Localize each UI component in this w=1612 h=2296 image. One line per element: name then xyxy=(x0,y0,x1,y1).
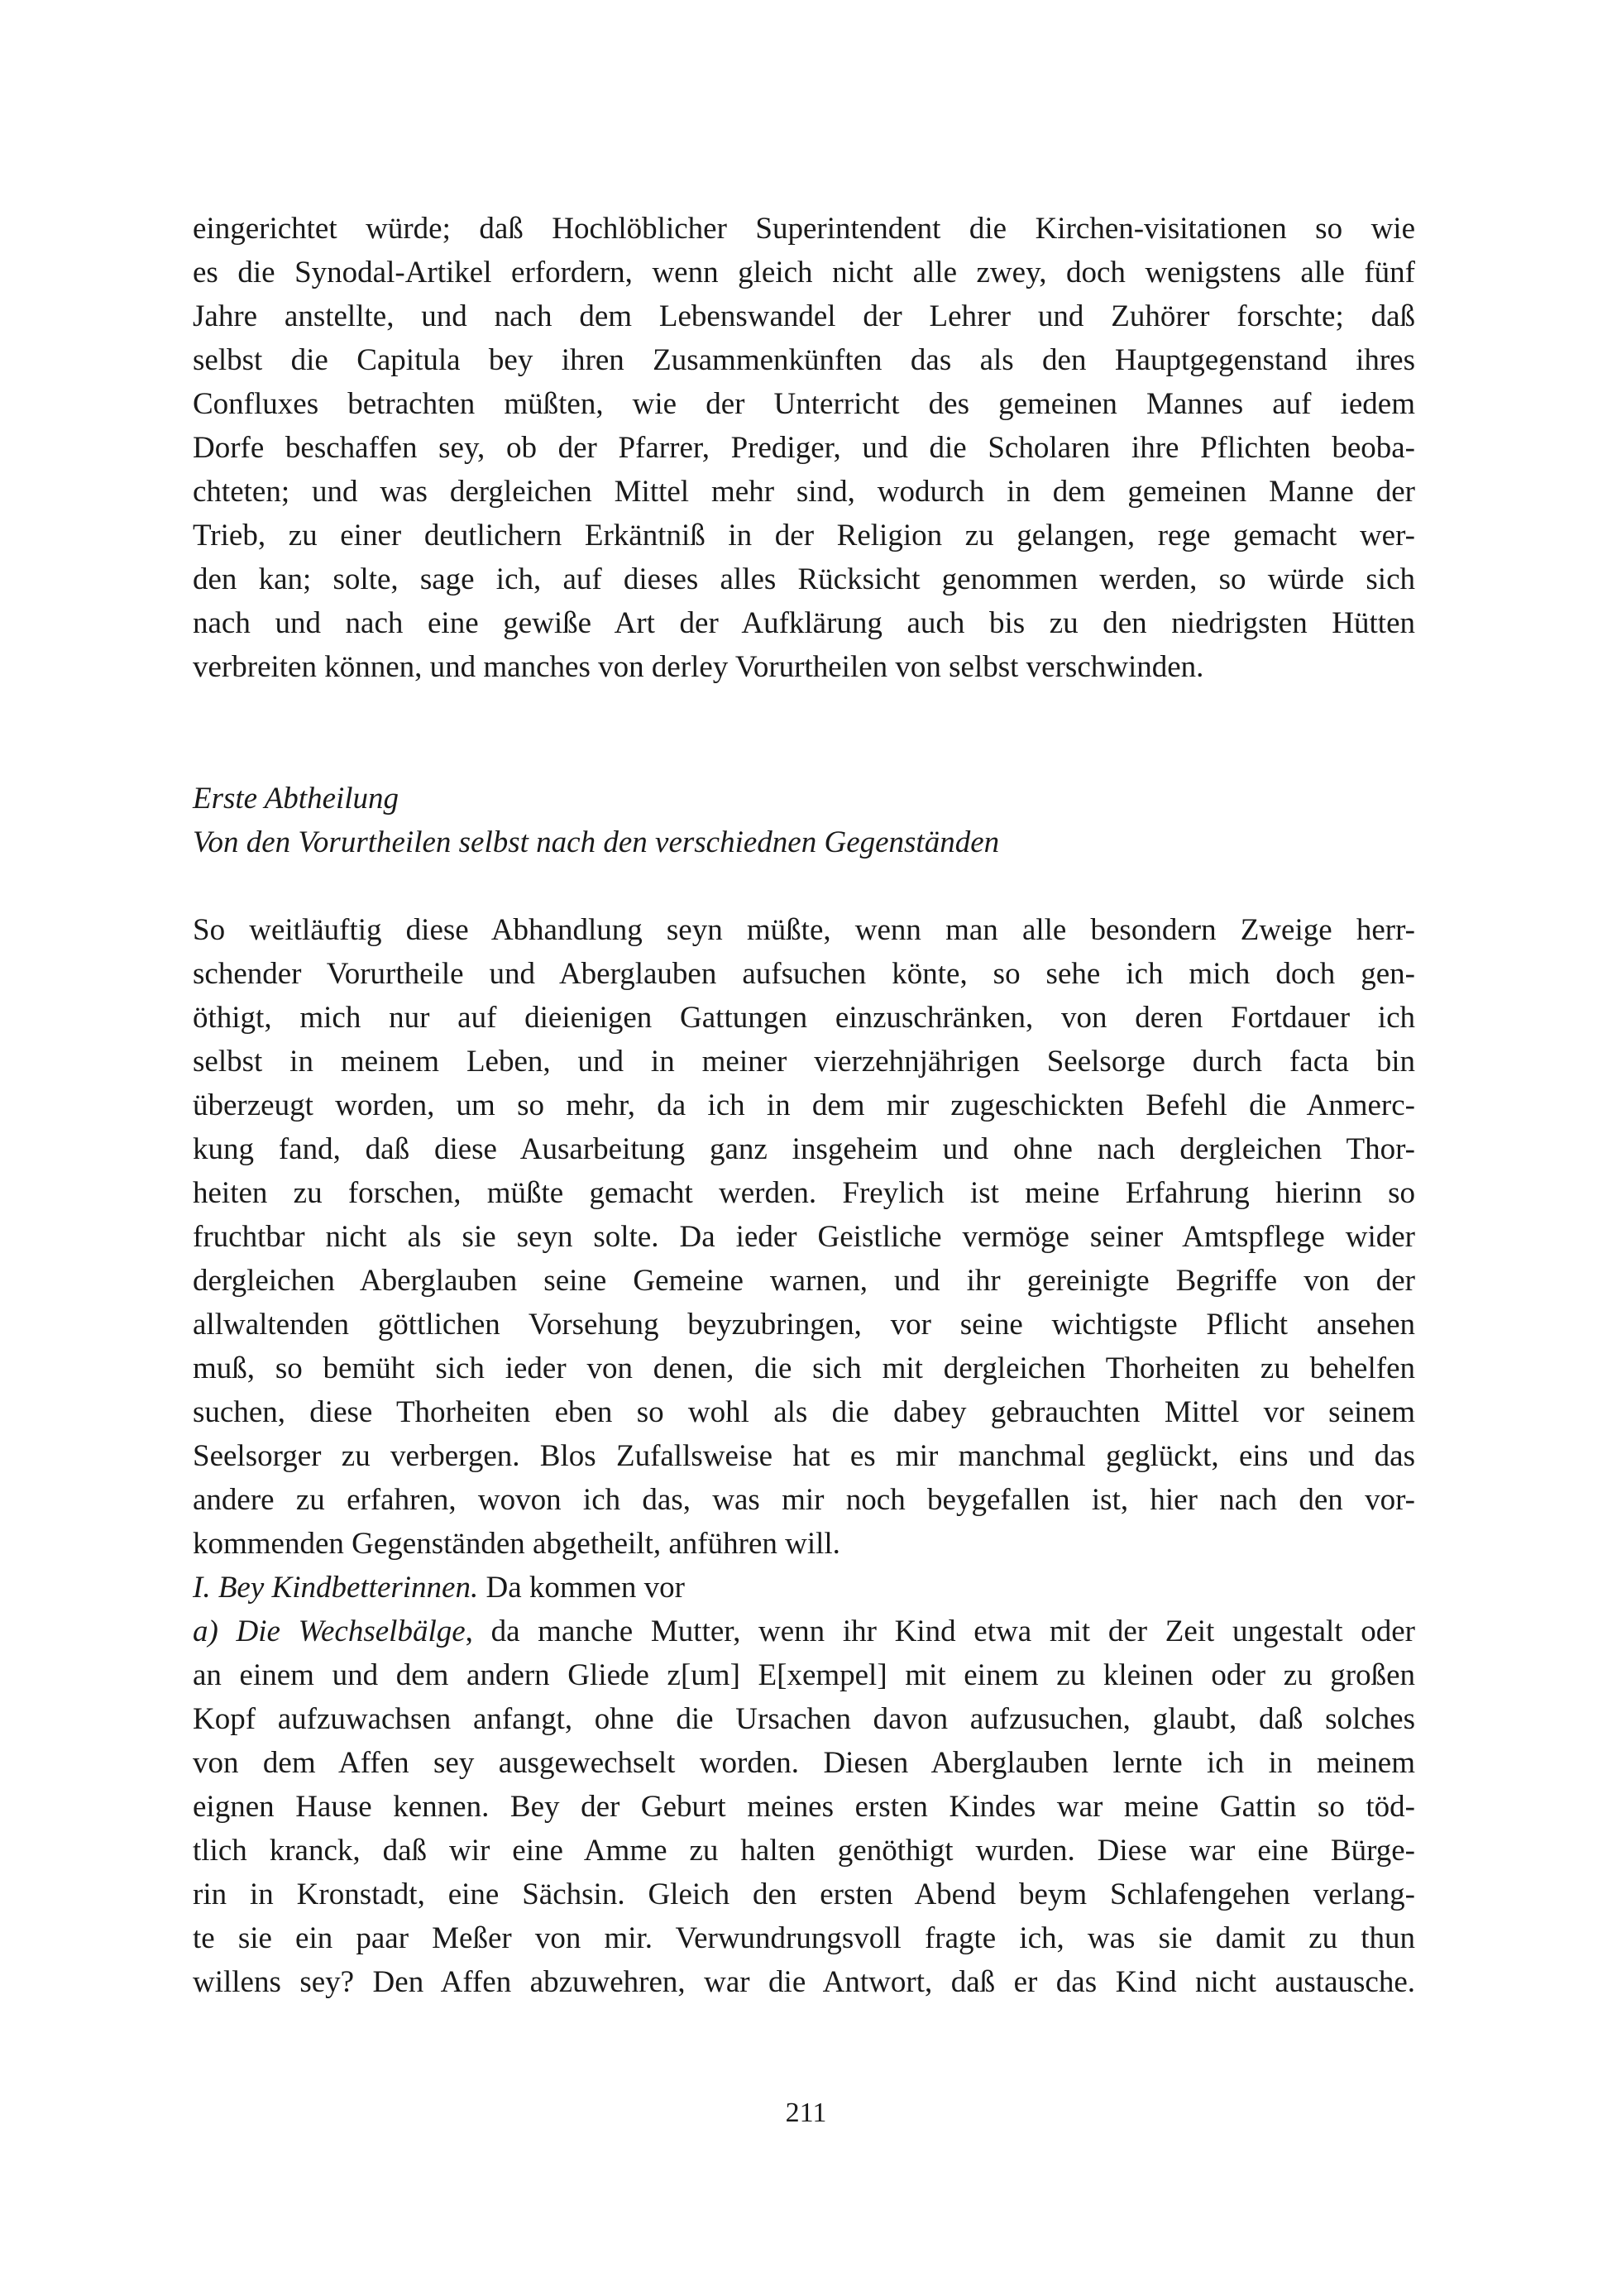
text-line: nach und nach eine gewiße Art der Aufklärung auch bis zu den niedrigsten Hütten xyxy=(193,606,1415,640)
text-line: willens sey? Den Affen abzuwehren, war die Antwort, daß er das Kind nicht austausche. xyxy=(193,1965,1415,1999)
text-line: eignen Hause kennen. Bey der Geburt meines ersten Kindes war meine Gattin so töd- xyxy=(193,1790,1415,1824)
section-subtitle: Von den Vorurtheilen selbst nach den verschiednen Gegenständen xyxy=(193,825,1000,859)
text-line: Kopf aufzuwachsen anfangt, ohne die Ursachen davon aufzusuchen, glaubt, daß solches xyxy=(193,1702,1415,1736)
text-line: So weitläuftig diese Abhandlung seyn müßte, wenn man alle besondern Zweige herr- xyxy=(193,913,1415,947)
text-line: Dorfe beschaffen sey, ob der Pfarrer, Prediger, und die Scholaren ihre Pflichten beoba- xyxy=(193,431,1415,465)
text-line: überzeugt worden, um so mehr, da ich in dem mir zugeschickten Befehl die Anmerc- xyxy=(193,1088,1415,1122)
text-line: rin in Kronstadt, eine Sächsin. Gleich den ersten Abend beym Schlafengehen verlang- xyxy=(193,1877,1415,1911)
text-line: kommenden Gegenständen abgetheilt, anführen will. xyxy=(193,1527,840,1561)
text-line: te sie ein paar Meßer von mir. Verwundrungsvoll fragte ich, was sie damit zu thun xyxy=(193,1921,1415,1955)
document-page xyxy=(193,207,1415,2004)
paragraph-main xyxy=(193,908,1415,1566)
text-line: kung fand, daß diese Ausarbeitung ganz insgeheim und ohne nach dergleichen Thor- xyxy=(193,1132,1415,1166)
text-line: verbreiten können, und manches von derley Vorurtheilen von selbst verschwinden. xyxy=(193,650,1204,684)
section-heading xyxy=(193,777,1415,864)
text-line: andere zu erfahren, wovon ich das, was mir noch beygefallen ist, hier nach den vor- xyxy=(193,1483,1415,1517)
text-line xyxy=(193,1610,1415,1653)
subsection-label-rest: Da kommen vor xyxy=(478,1571,685,1605)
text-line: Trieb, zu einer deutlichern Erkäntniß in der Religion zu gelangen, rege gemacht wer- xyxy=(193,519,1415,552)
item-text: , da manche Mutter, wenn ihr Kind etwa mit der Zeit ungestalt oder xyxy=(465,1614,1415,1648)
text-line: schender Vorurtheile und Aberglauben aufsuchen könte, so sehe ich mich doch gen- xyxy=(193,957,1415,991)
text-line: tlich kranck, daß wir eine Amme zu halten genöthigt wurden. Diese war eine Bürge- xyxy=(193,1834,1415,1868)
paragraph-wechselbaelge xyxy=(193,1610,1415,2004)
text-line: es die Synodal-Artikel erfordern, wenn gleich nicht alle zwey, doch wenigstens alle fünf xyxy=(193,256,1415,289)
paragraph-intro-continuation xyxy=(193,207,1415,689)
item-label: a) Die Wechselbälge xyxy=(193,1614,466,1648)
subsection-heading xyxy=(193,1566,1415,1610)
subsection-label: I. Bey Kindbetterinnen. xyxy=(193,1571,479,1605)
text-line: öthigt, mich nur auf dieienigen Gattungen einzuschränken, von deren Fortdauer ich xyxy=(193,1001,1415,1035)
text-line: fruchtbar nicht als sie seyn solte. Da ieder Geistliche vermöge seiner Amtspflege wider xyxy=(193,1220,1415,1254)
text-line: chteten; und was dergleichen Mittel mehr sind, wodurch in dem gemeinen Manne der xyxy=(193,475,1415,509)
text-line: Confluxes betrachten müßten, wie der Unterricht des gemeinen Mannes auf iedem xyxy=(193,387,1415,421)
text-line: Seelsorger zu verbergen. Blos Zufallsweise hat es mir manchmal geglückt, eins und das xyxy=(193,1439,1415,1473)
section-title: Erste Abtheilung xyxy=(193,782,399,816)
text-line: selbst die Capitula bey ihren Zusammenkünften das als den Hauptgegenstand ihres xyxy=(193,343,1415,377)
text-line: an einem und dem andern Gliede z[um] E[xempel] mit einem zu kleinen oder zu großen xyxy=(193,1658,1415,1692)
text-line: eingerichtet würde; daß Hochlöblicher Superintendent die Kirchen-visitationen so wie xyxy=(193,212,1415,246)
text-line: heiten zu forschen, müßte gemacht werden. Freylich ist meine Erfahrung hierinn so xyxy=(193,1176,1415,1210)
text-line: selbst in meinem Leben, und in meiner vierzehnjährigen Seelsorge durch facta bin xyxy=(193,1045,1415,1079)
text-line xyxy=(193,1566,1415,1610)
text-line: allwaltenden göttlichen Vorsehung beyzubringen, vor seine wichtigste Pflicht ansehen xyxy=(193,1308,1415,1342)
text-line: dergleichen Aberglauben seine Gemeine warnen, und ihr gereinigte Begriffe von der xyxy=(193,1264,1415,1298)
page-number: 211 xyxy=(785,2097,827,2128)
text-line: suchen, diese Thorheiten eben so wohl als die dabey gebrauchten Mittel vor seinem xyxy=(193,1395,1415,1429)
spacer xyxy=(193,689,1415,777)
text-line: von dem Affen sey ausgewechselt worden. Diesen Aberglauben lernte ich in meinem xyxy=(193,1746,1415,1780)
text-line: Jahre anstellte, und nach dem Lebenswandel der Lehrer und Zuhörer forschte; daß xyxy=(193,299,1415,333)
text-line: muß, so bemüht sich ieder von denen, die sich mit dergleichen Thorheiten zu behelfen xyxy=(193,1351,1415,1385)
spacer xyxy=(193,864,1415,908)
text-line: den kan; solte, sage ich, auf dieses alles Rücksicht genommen werden, so würde sich xyxy=(193,562,1415,596)
